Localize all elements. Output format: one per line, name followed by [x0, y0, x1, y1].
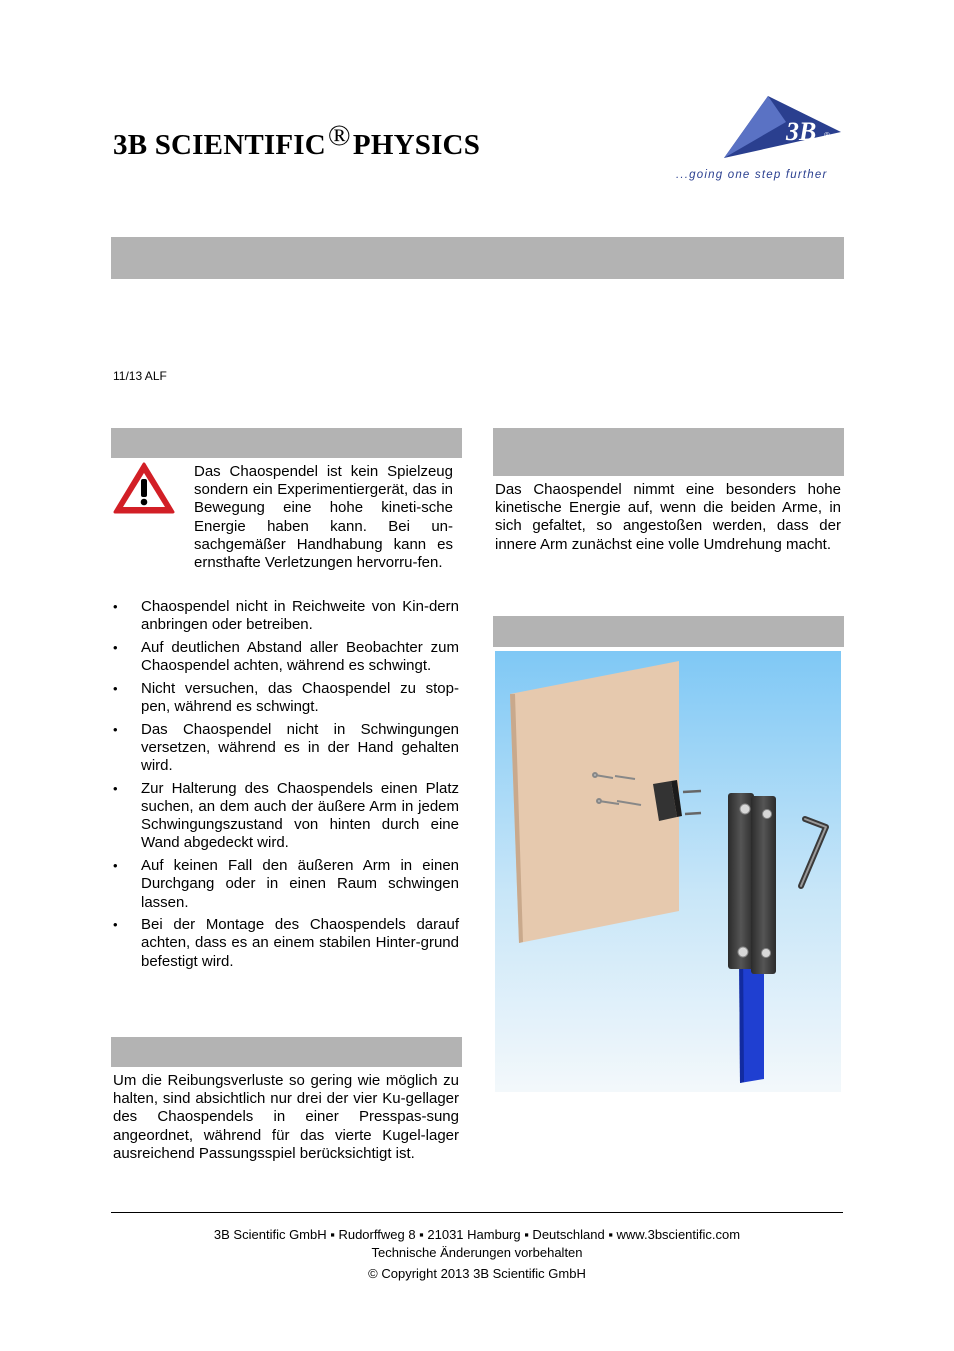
- brand-physics: PHYSICS: [352, 129, 481, 161]
- company-logo: [676, 92, 846, 184]
- footer-divider: [111, 1212, 843, 1213]
- logo-reg: ®: [824, 131, 830, 140]
- logo-icon: [676, 92, 846, 184]
- footer-address: 3B Scientific GmbH ▪ Rudorffweg 8 ▪ 21031 Hamburg ▪ Deutschland ▪ www.3bscientific.com: [213, 1227, 741, 1242]
- operation-text: Das Chaospendel nimmt eine besonders hohe kinetische Energie auf, wenn die beiden Arme, in sich gefaltet, so angestoßen werden, dass der innere Arm zunächst eine volle Umdrehung macht.: [495, 481, 841, 553]
- list-item: • Bei der Montage des Chaospendels darauf achten, dass es an einem stabilen Hinter-grund befestigt wird.: [113, 916, 459, 971]
- logo-tagline: ...going one step further: [676, 169, 828, 181]
- document-code: 11/13 ALF: [113, 369, 167, 383]
- list-item: • Das Chaospendel nicht in Schwingungen versetzen, während es in der Hand gehalten wird.: [113, 721, 459, 776]
- list-item: • Auf keinen Fall den äußeren Arm in einen Durchgang oder in einen Raum schwingen lassen.: [113, 857, 459, 912]
- safety-section-bar: [111, 428, 462, 458]
- list-item: • Nicht versuchen, das Chaospendel zu stop-pen, während es schwingt.: [113, 680, 459, 716]
- list-item: • Zur Halterung des Chaospendels einen Platz suchen, an dem auch der äußere Arm in jedem Schwingungszustand von hinten durch eine Wand abgedeckt wird.: [113, 780, 459, 853]
- footer-notice: Technische Änderungen vorbehalten: [371, 1245, 583, 1260]
- brand-name: 3B SCIENTIFIC: [113, 129, 326, 161]
- list-item: • Auf deutlichen Abstand aller Beobachter zum Chaospendel achten, während es schwingt.: [113, 639, 459, 675]
- safety-intro: Das Chaospendel ist kein Spielzeug sondern ein Experimentiergerät, das in Bewegung eine hohe kineti-sche Energie haben kann. Bei un-sachgemäßer Handhabung kann es ernsthafte Verletzungen hervorru-fen.: [194, 463, 453, 572]
- list-item: • Chaospendel nicht in Reichweite von Kin-dern anbringen oder betreiben.: [113, 598, 459, 634]
- warning-triangle-icon: [112, 461, 176, 515]
- safety-bullet-list: [113, 598, 459, 975]
- pendulum-assembly-illustration: [495, 651, 841, 1092]
- description-text: Um die Reibungsverluste so gering wie möglich zu halten, sind absichtlich nur drei der vier Ku-gellager des Chaospendels in einer Presspas-sung angeordnet, während für das vierte Kugel-lager ausreichend Passungsspiel berücksichtigt ist.: [113, 1072, 459, 1162]
- assembly-figure: [495, 651, 841, 1092]
- registered-mark: ®: [327, 119, 351, 152]
- description-section-bar: [111, 1037, 462, 1067]
- logo-text: 3B: [786, 117, 817, 146]
- footer-copyright: © Copyright 2013 3B Scientific GmbH: [368, 1266, 586, 1281]
- brand-title: [113, 119, 481, 162]
- figure-section-bar: [493, 616, 844, 647]
- title-bar: [111, 237, 844, 279]
- operation-section-bar: [493, 428, 844, 476]
